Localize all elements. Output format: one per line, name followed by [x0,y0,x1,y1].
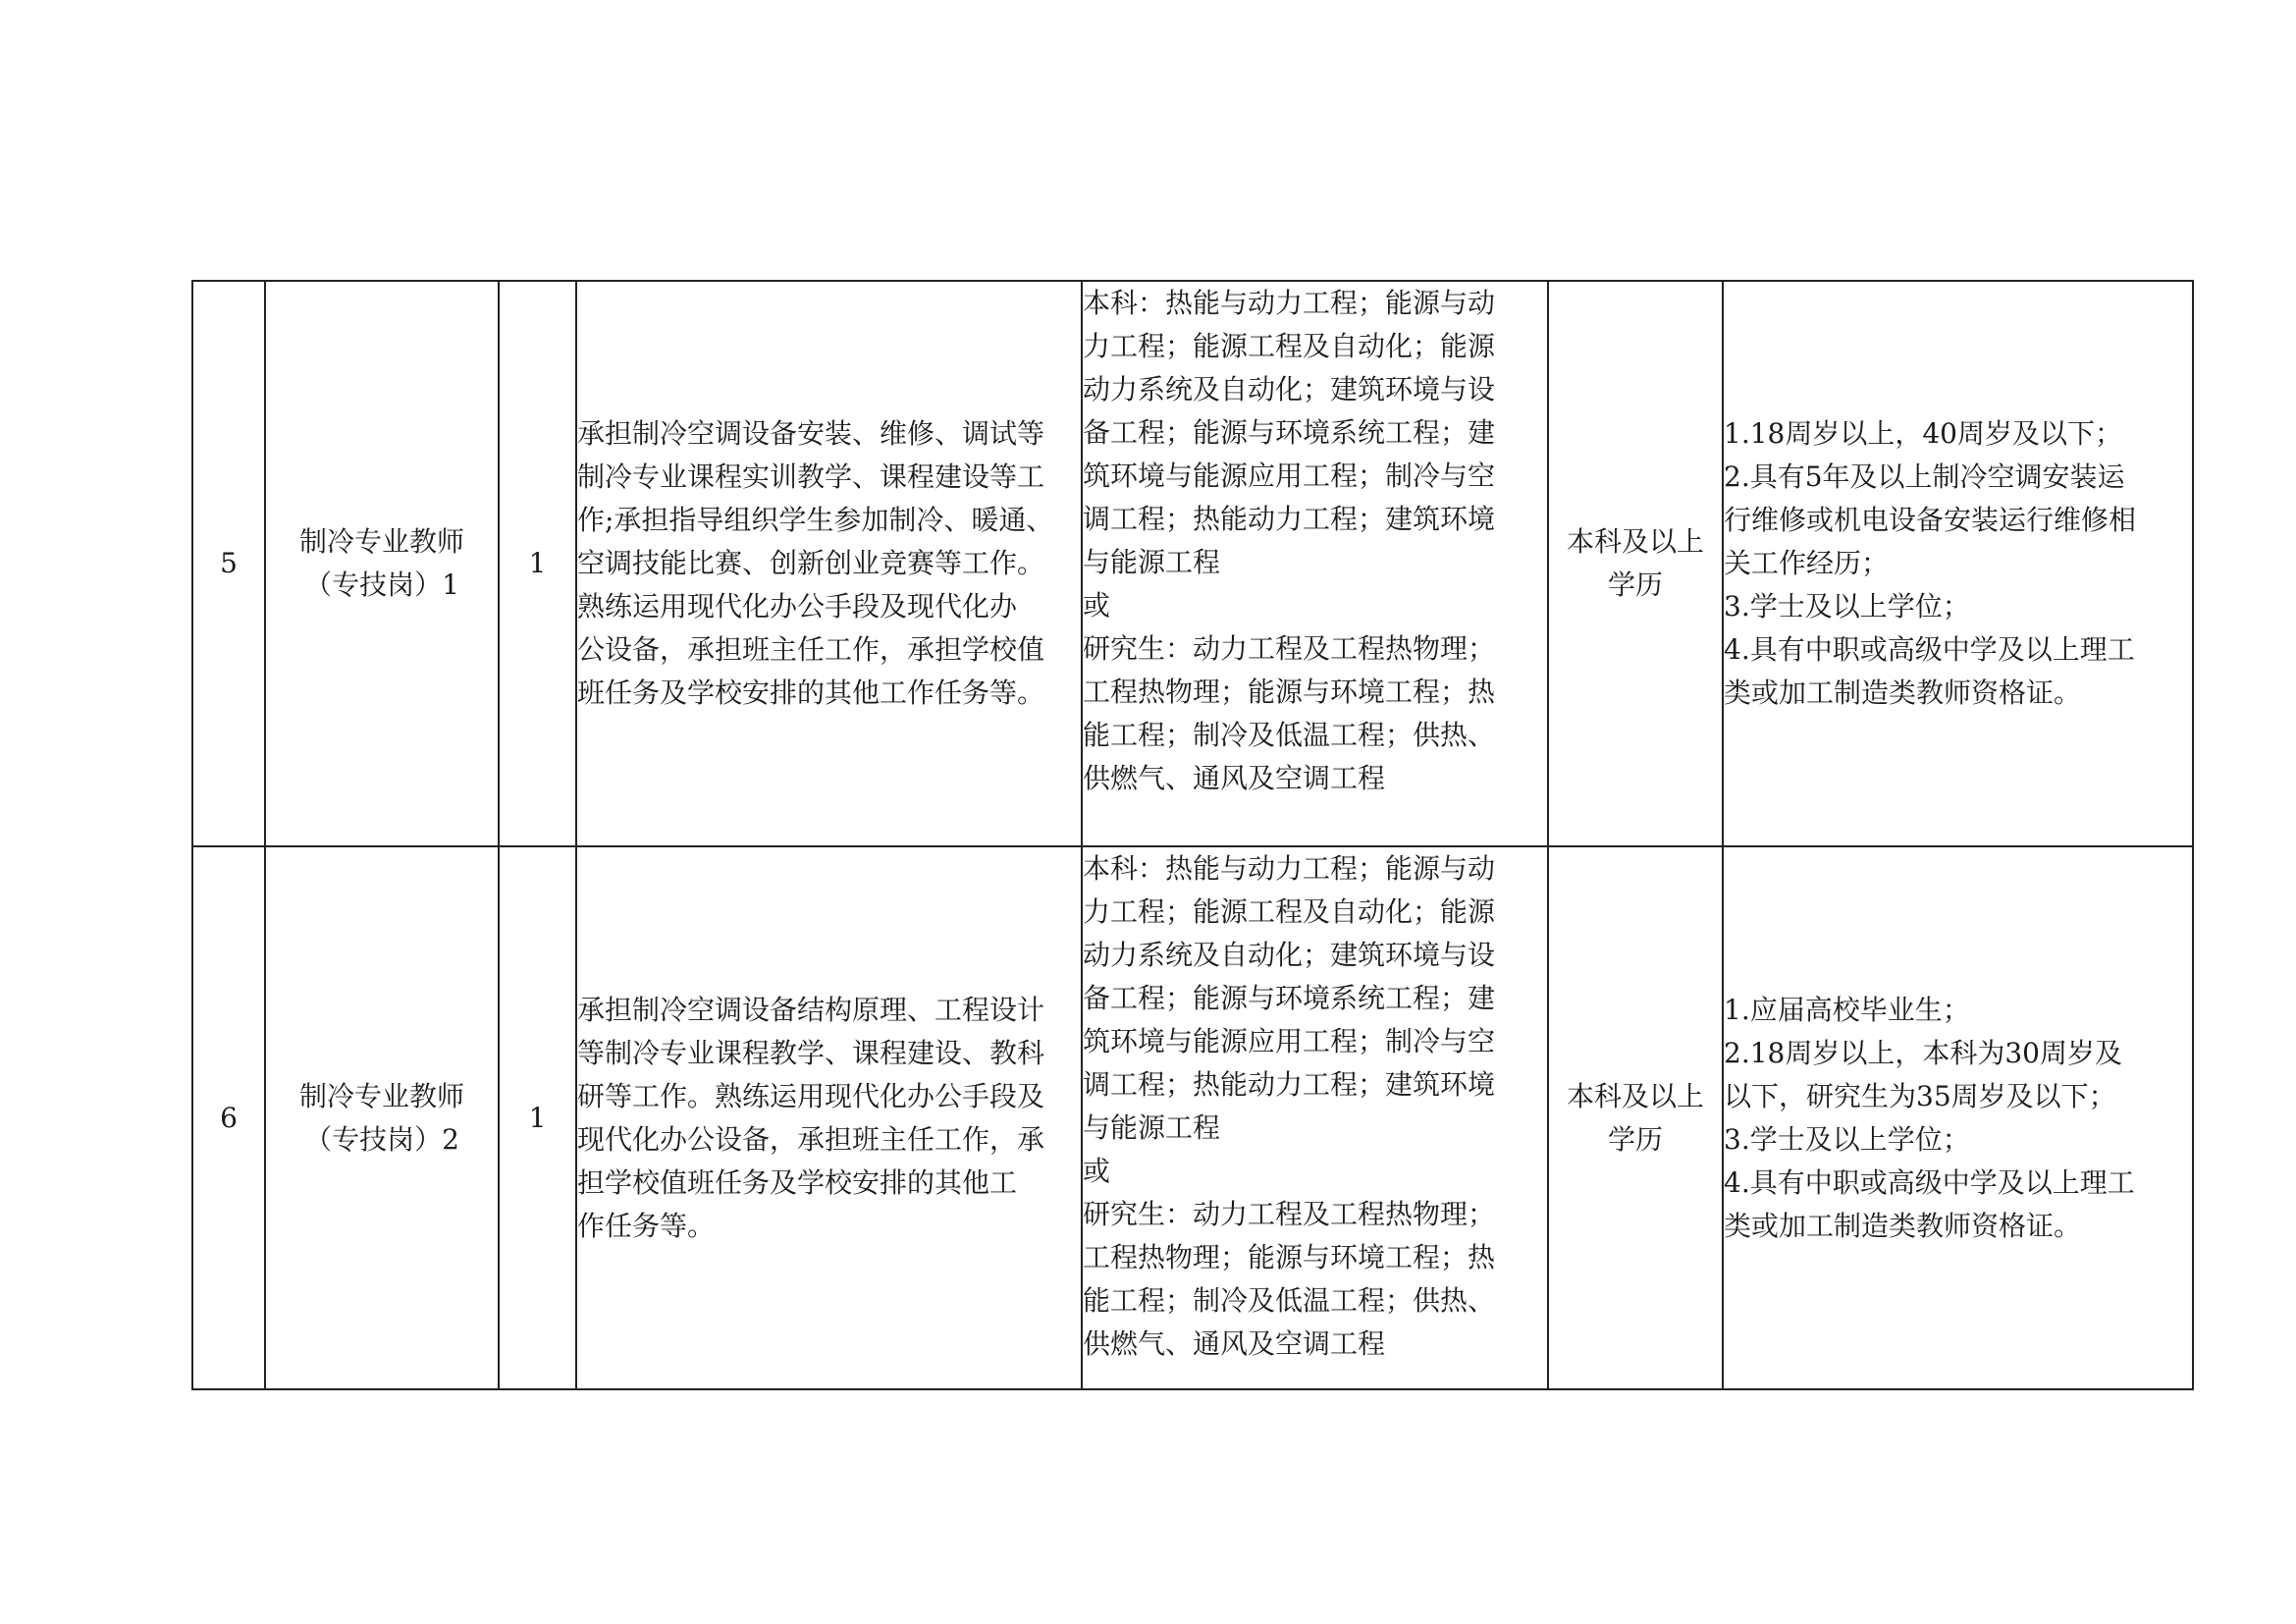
education-requirement: 本科及以上 学历 [1548,281,1723,846]
position-number: 5 [192,281,265,846]
position-name: 制冷专业教师 （专技岗）2 [265,846,499,1389]
other-requirements: 1.应届高校毕业生； 2.18周岁以上，本科为30周岁及 以下，研究生为35周岁及以下； 3.学士及以上学位； 4.具有中职或高级中学及以上理工 类或加工制造类教师资格证。 [1723,846,2193,1389]
education-requirement: 本科及以上 学历 [1548,846,1723,1389]
recruitment-table [191,280,2194,1390]
table-row [192,281,2193,846]
position-name: 制冷专业教师 （专技岗）1 [265,281,499,846]
position-number: 6 [192,846,265,1389]
major-requirements: 本科：热能与动力工程；能源与动 力工程；能源工程及自动化；能源 动力系统及自动化；建筑环境与设 备工程；能源与环境系统工程；建 筑环境与能源应用工程；制冷与空 调工程；热能动力工程；建筑环境 与能源工程 或 研究生：动力工程及工程热物理； 工程热物理；能源与环境工程；热 能工程；制冷及低温工程；供热、 供燃气、通风及空调工程 [1082,281,1548,846]
recruit-count: 1 [499,846,576,1389]
other-requirements: 1.18周岁以上，40周岁及以下； 2.具有5年及以上制冷空调安装运 行维修或机电设备安装运行维修相 关工作经历； 3.学士及以上学位； 4.具有中职或高级中学及以上理工 类或加工制造类教师资格证。 [1723,281,2193,846]
major-requirements: 本科：热能与动力工程；能源与动 力工程；能源工程及自动化；能源 动力系统及自动化；建筑环境与设 备工程；能源与环境系统工程；建 筑环境与能源应用工程；制冷与空 调工程；热能动力工程；建筑环境 与能源工程 或 研究生：动力工程及工程热物理； 工程热物理；能源与环境工程；热 能工程；制冷及低温工程；供热、 供燃气、通风及空调工程 [1082,846,1548,1389]
recruit-count: 1 [499,281,576,846]
job-duties: 承担制冷空调设备安装、维修、调试等 制冷专业课程实训教学、课程建设等工 作;承担指导组织学生参加制冷、暖通、 空调技能比赛、创新创业竞赛等工作。 熟练运用现代化办公手段及现代化办 公设备，承担班主任工作，承担学校值 班任务及学校安排的其他工作任务等。 [576,281,1082,846]
job-duties: 承担制冷空调设备结构原理、工程设计 等制冷专业课程教学、课程建设、教科 研等工作。熟练运用现代化办公手段及 现代化办公设备，承担班主任工作，承 担学校值班任务及学校安排的其他工 作任务等。 [576,846,1082,1389]
table-row [192,846,2193,1389]
